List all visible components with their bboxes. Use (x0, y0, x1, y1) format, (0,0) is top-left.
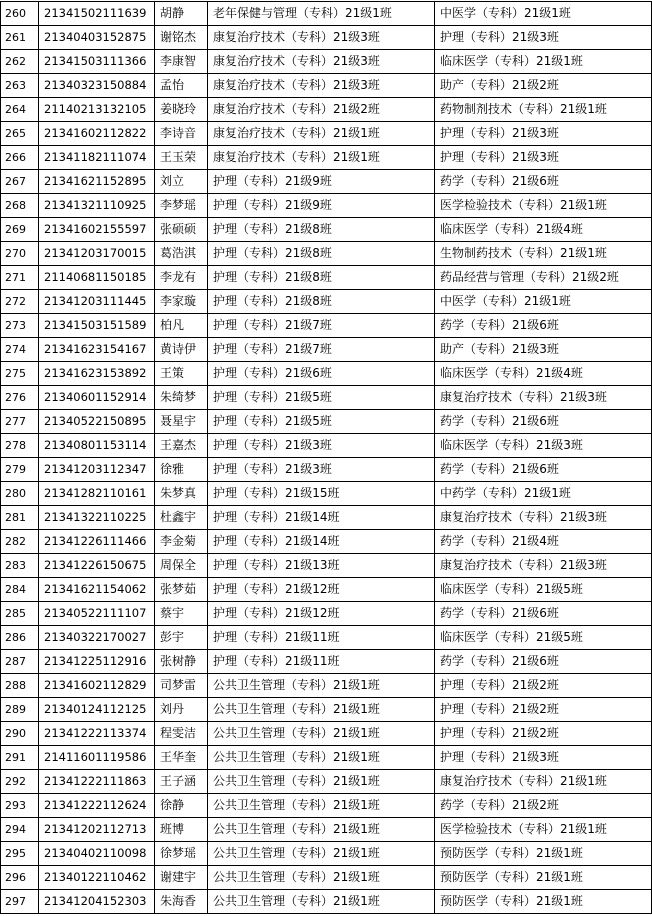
original-class-cell: 护理（专科）21级8班 (208, 290, 435, 314)
student-name-cell: 朱梦真 (155, 482, 208, 506)
table-row (1, 842, 652, 866)
table-row (1, 650, 652, 674)
student-name-cell: 王策 (155, 362, 208, 386)
original-class-cell: 康复治疗技术（专科）21级3班 (208, 26, 435, 50)
original-class-cell: 护理（专科）21级3班 (208, 434, 435, 458)
row-number-cell: 268 (1, 194, 39, 218)
original-class-cell: 护理（专科）21级11班 (208, 626, 435, 650)
student-id-cell: 21341322110225 (39, 506, 155, 530)
original-class-cell: 护理（专科）21级7班 (208, 338, 435, 362)
student-id-cell: 21341503151589 (39, 314, 155, 338)
target-class-cell: 临床医学（专科）21级5班 (435, 626, 652, 650)
table-row (1, 530, 652, 554)
table-row (1, 170, 652, 194)
target-class-cell: 药学（专科）21级2班 (435, 794, 652, 818)
student-id-cell: 21340402110098 (39, 842, 155, 866)
row-number-cell: 283 (1, 554, 39, 578)
original-class-cell: 护理（专科）21级12班 (208, 578, 435, 602)
target-class-cell: 生物制药技术（专科）21级1班 (435, 242, 652, 266)
table-row (1, 554, 652, 578)
student-name-cell: 杜鑫宇 (155, 506, 208, 530)
original-class-cell: 公共卫生管理（专科）21级1班 (208, 722, 435, 746)
target-class-cell: 中医学（专科）21级1班 (435, 2, 652, 26)
table-row (1, 290, 652, 314)
student-id-cell: 21341282110161 (39, 482, 155, 506)
student-id-cell: 21340323150884 (39, 74, 155, 98)
transfer-roster-table (0, 1, 652, 914)
target-class-cell: 药品经营与管理（专科）21级2班 (435, 266, 652, 290)
original-class-cell: 护理（专科）21级5班 (208, 386, 435, 410)
original-class-cell: 公共卫生管理（专科）21级1班 (208, 890, 435, 914)
target-class-cell: 药学（专科）21级6班 (435, 170, 652, 194)
student-id-cell: 21341502111639 (39, 2, 155, 26)
row-number-cell: 279 (1, 458, 39, 482)
row-number-cell: 289 (1, 698, 39, 722)
student-id-cell: 21341602112829 (39, 674, 155, 698)
original-class-cell: 公共卫生管理（专科）21级1班 (208, 842, 435, 866)
student-name-cell: 周保全 (155, 554, 208, 578)
table-row (1, 362, 652, 386)
student-id-cell: 21140681150185 (39, 266, 155, 290)
student-name-cell: 彭宇 (155, 626, 208, 650)
student-name-cell: 李康智 (155, 50, 208, 74)
original-class-cell: 护理（专科）21级14班 (208, 530, 435, 554)
target-class-cell: 护理（专科）21级3班 (435, 122, 652, 146)
student-id-cell: 21341202112713 (39, 818, 155, 842)
roster-body (1, 2, 652, 914)
original-class-cell: 公共卫生管理（专科）21级1班 (208, 794, 435, 818)
row-number-cell: 266 (1, 146, 39, 170)
target-class-cell: 药学（专科）21级6班 (435, 650, 652, 674)
row-number-cell: 281 (1, 506, 39, 530)
student-name-cell: 李龙有 (155, 266, 208, 290)
student-name-cell: 李诗音 (155, 122, 208, 146)
table-row (1, 434, 652, 458)
student-name-cell: 王华奎 (155, 746, 208, 770)
row-number-cell: 291 (1, 746, 39, 770)
table-row (1, 74, 652, 98)
row-number-cell: 292 (1, 770, 39, 794)
table-row (1, 314, 652, 338)
original-class-cell: 护理（专科）21级8班 (208, 266, 435, 290)
row-number-cell: 274 (1, 338, 39, 362)
original-class-cell: 公共卫生管理（专科）21级1班 (208, 746, 435, 770)
student-name-cell: 张树静 (155, 650, 208, 674)
original-class-cell: 康复治疗技术（专科）21级1班 (208, 146, 435, 170)
student-name-cell: 程雯洁 (155, 722, 208, 746)
row-number-cell: 273 (1, 314, 39, 338)
target-class-cell: 康复治疗技术（专科）21级1班 (435, 770, 652, 794)
row-number-cell: 275 (1, 362, 39, 386)
target-class-cell: 预防医学（专科）21级1班 (435, 842, 652, 866)
target-class-cell: 药学（专科）21级6班 (435, 602, 652, 626)
student-name-cell: 王玉荣 (155, 146, 208, 170)
table-row (1, 386, 652, 410)
target-class-cell: 助产（专科）21级3班 (435, 338, 652, 362)
original-class-cell: 公共卫生管理（专科）21级1班 (208, 818, 435, 842)
row-number-cell: 295 (1, 842, 39, 866)
original-class-cell: 护理（专科）21级8班 (208, 242, 435, 266)
original-class-cell: 公共卫生管理（专科）21级1班 (208, 674, 435, 698)
student-name-cell: 徐梦瑶 (155, 842, 208, 866)
row-number-cell: 290 (1, 722, 39, 746)
table-row (1, 674, 652, 698)
table-row (1, 866, 652, 890)
student-name-cell: 蔡宇 (155, 602, 208, 626)
table-row (1, 818, 652, 842)
row-number-cell: 296 (1, 866, 39, 890)
student-name-cell: 谢铭杰 (155, 26, 208, 50)
original-class-cell: 护理（专科）21级9班 (208, 170, 435, 194)
student-id-cell: 21341225112916 (39, 650, 155, 674)
target-class-cell: 护理（专科）21级3班 (435, 26, 652, 50)
student-id-cell: 21341182111074 (39, 146, 155, 170)
table-row (1, 506, 652, 530)
student-id-cell: 21341321110925 (39, 194, 155, 218)
table-row (1, 890, 652, 914)
row-number-cell: 293 (1, 794, 39, 818)
original-class-cell: 康复治疗技术（专科）21级3班 (208, 74, 435, 98)
row-number-cell: 267 (1, 170, 39, 194)
original-class-cell: 护理（专科）21级9班 (208, 194, 435, 218)
original-class-cell: 康复治疗技术（专科）21级2班 (208, 98, 435, 122)
student-name-cell: 葛浩淇 (155, 242, 208, 266)
student-id-cell: 21340801153114 (39, 434, 155, 458)
table-row (1, 602, 652, 626)
original-class-cell: 护理（专科）21级5班 (208, 410, 435, 434)
student-id-cell: 21341623154167 (39, 338, 155, 362)
original-class-cell: 公共卫生管理（专科）21级1班 (208, 770, 435, 794)
target-class-cell: 医学检验技术（专科）21级1班 (435, 194, 652, 218)
target-class-cell: 康复治疗技术（专科）21级3班 (435, 386, 652, 410)
row-number-cell: 294 (1, 818, 39, 842)
target-class-cell: 药学（专科）21级6班 (435, 410, 652, 434)
student-name-cell: 司梦雷 (155, 674, 208, 698)
target-class-cell: 预防医学（专科）21级1班 (435, 890, 652, 914)
row-number-cell: 262 (1, 50, 39, 74)
original-class-cell: 老年保健与管理（专科）21级1班 (208, 2, 435, 26)
student-id-cell: 21341226111466 (39, 530, 155, 554)
student-name-cell: 王子涵 (155, 770, 208, 794)
student-name-cell: 张梦茹 (155, 578, 208, 602)
original-class-cell: 护理（专科）21级15班 (208, 482, 435, 506)
row-number-cell: 265 (1, 122, 39, 146)
student-name-cell: 孟怡 (155, 74, 208, 98)
student-name-cell: 张硕硕 (155, 218, 208, 242)
row-number-cell: 269 (1, 218, 39, 242)
target-class-cell: 助产（专科）21级2班 (435, 74, 652, 98)
row-number-cell: 282 (1, 530, 39, 554)
original-class-cell: 康复治疗技术（专科）21级3班 (208, 50, 435, 74)
table-row (1, 98, 652, 122)
table-row (1, 722, 652, 746)
student-name-cell: 朱海香 (155, 890, 208, 914)
table-row (1, 410, 652, 434)
target-class-cell: 护理（专科）21级3班 (435, 746, 652, 770)
student-name-cell: 聂星宇 (155, 410, 208, 434)
row-number-cell: 264 (1, 98, 39, 122)
target-class-cell: 药物制剂技术（专科）21级1班 (435, 98, 652, 122)
table-row (1, 698, 652, 722)
table-row (1, 146, 652, 170)
student-id-cell: 21340522150895 (39, 410, 155, 434)
target-class-cell: 中药学（专科）21级1班 (435, 482, 652, 506)
student-id-cell: 21341602155597 (39, 218, 155, 242)
student-id-cell: 21341222112624 (39, 794, 155, 818)
original-class-cell: 护理（专科）21级12班 (208, 602, 435, 626)
original-class-cell: 护理（专科）21级8班 (208, 218, 435, 242)
student-name-cell: 班博 (155, 818, 208, 842)
original-class-cell: 公共卫生管理（专科）21级1班 (208, 866, 435, 890)
student-id-cell: 21340322170027 (39, 626, 155, 650)
student-id-cell: 21340522111107 (39, 602, 155, 626)
student-name-cell: 刘丹 (155, 698, 208, 722)
student-id-cell: 21340601152914 (39, 386, 155, 410)
row-number-cell: 288 (1, 674, 39, 698)
table-row (1, 242, 652, 266)
target-class-cell: 临床医学（专科）21级4班 (435, 218, 652, 242)
row-number-cell: 278 (1, 434, 39, 458)
original-class-cell: 护理（专科）21级13班 (208, 554, 435, 578)
target-class-cell: 护理（专科）21级2班 (435, 698, 652, 722)
table-row (1, 626, 652, 650)
target-class-cell: 医学检验技术（专科）21级1班 (435, 818, 652, 842)
table-row (1, 2, 652, 26)
row-number-cell: 287 (1, 650, 39, 674)
target-class-cell: 药学（专科）21级6班 (435, 314, 652, 338)
student-name-cell: 李金菊 (155, 530, 208, 554)
student-name-cell: 徐雅 (155, 458, 208, 482)
original-class-cell: 护理（专科）21级7班 (208, 314, 435, 338)
target-class-cell: 康复治疗技术（专科）21级3班 (435, 554, 652, 578)
target-class-cell: 预防医学（专科）21级1班 (435, 866, 652, 890)
student-id-cell: 21341203112347 (39, 458, 155, 482)
original-class-cell: 护理（专科）21级14班 (208, 506, 435, 530)
original-class-cell: 护理（专科）21级6班 (208, 362, 435, 386)
student-name-cell: 李梦瑶 (155, 194, 208, 218)
student-name-cell: 朱绮梦 (155, 386, 208, 410)
student-id-cell: 21411601119586 (39, 746, 155, 770)
target-class-cell: 护理（专科）21级2班 (435, 674, 652, 698)
table-row (1, 458, 652, 482)
row-number-cell: 271 (1, 266, 39, 290)
table-row (1, 50, 652, 74)
target-class-cell: 护理（专科）21级3班 (435, 146, 652, 170)
student-id-cell: 21341226150675 (39, 554, 155, 578)
student-id-cell: 21340124112125 (39, 698, 155, 722)
table-row (1, 746, 652, 770)
table-row (1, 194, 652, 218)
student-id-cell: 21341621154062 (39, 578, 155, 602)
student-name-cell: 柏凡 (155, 314, 208, 338)
table-row (1, 26, 652, 50)
student-id-cell: 21341203111445 (39, 290, 155, 314)
target-class-cell: 临床医学（专科）21级1班 (435, 50, 652, 74)
table-row (1, 122, 652, 146)
target-class-cell: 临床医学（专科）21级3班 (435, 434, 652, 458)
row-number-cell: 286 (1, 626, 39, 650)
row-number-cell: 260 (1, 2, 39, 26)
original-class-cell: 护理（专科）21级3班 (208, 458, 435, 482)
student-id-cell: 21341222113374 (39, 722, 155, 746)
student-name-cell: 胡静 (155, 2, 208, 26)
table-row (1, 794, 652, 818)
student-id-cell: 21341222111863 (39, 770, 155, 794)
table-row (1, 218, 652, 242)
student-name-cell: 谢建宇 (155, 866, 208, 890)
student-name-cell: 黄诗伊 (155, 338, 208, 362)
student-id-cell: 21341602112822 (39, 122, 155, 146)
student-name-cell: 刘立 (155, 170, 208, 194)
target-class-cell: 中医学（专科）21级1班 (435, 290, 652, 314)
table-row (1, 266, 652, 290)
target-class-cell: 药学（专科）21级6班 (435, 458, 652, 482)
row-number-cell: 270 (1, 242, 39, 266)
target-class-cell: 临床医学（专科）21级5班 (435, 578, 652, 602)
target-class-cell: 康复治疗技术（专科）21级3班 (435, 506, 652, 530)
student-name-cell: 王嘉杰 (155, 434, 208, 458)
table-row (1, 770, 652, 794)
row-number-cell: 272 (1, 290, 39, 314)
row-number-cell: 284 (1, 578, 39, 602)
target-class-cell: 药学（专科）21级4班 (435, 530, 652, 554)
student-id-cell: 21340122110462 (39, 866, 155, 890)
student-id-cell: 21341204152303 (39, 890, 155, 914)
row-number-cell: 261 (1, 26, 39, 50)
student-id-cell: 21140213132105 (39, 98, 155, 122)
table-row (1, 578, 652, 602)
row-number-cell: 297 (1, 890, 39, 914)
row-number-cell: 276 (1, 386, 39, 410)
original-class-cell: 康复治疗技术（专科）21级1班 (208, 122, 435, 146)
table-row (1, 482, 652, 506)
row-number-cell: 280 (1, 482, 39, 506)
target-class-cell: 护理（专科）21级2班 (435, 722, 652, 746)
row-number-cell: 277 (1, 410, 39, 434)
student-id-cell: 21341503111366 (39, 50, 155, 74)
student-id-cell: 21341203170015 (39, 242, 155, 266)
student-id-cell: 21341621152895 (39, 170, 155, 194)
student-name-cell: 姜晓玲 (155, 98, 208, 122)
target-class-cell: 临床医学（专科）21级4班 (435, 362, 652, 386)
row-number-cell: 263 (1, 74, 39, 98)
row-number-cell: 285 (1, 602, 39, 626)
original-class-cell: 护理（专科）21级11班 (208, 650, 435, 674)
student-name-cell: 李家璇 (155, 290, 208, 314)
student-id-cell: 21340403152875 (39, 26, 155, 50)
table-row (1, 338, 652, 362)
student-id-cell: 21341623153892 (39, 362, 155, 386)
student-name-cell: 徐静 (155, 794, 208, 818)
original-class-cell: 公共卫生管理（专科）21级1班 (208, 698, 435, 722)
